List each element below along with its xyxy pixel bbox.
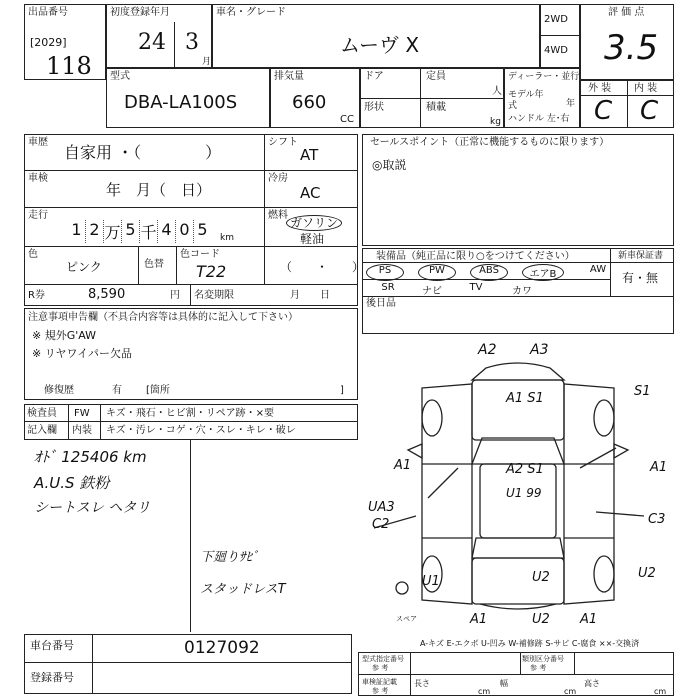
equipment-leather: カワ — [512, 286, 532, 297]
recycle-unit: 円 — [170, 290, 180, 301]
damage-mark: U2 — [532, 612, 550, 627]
handwritten-odometer: ｵﾄﾞ 125406 km — [34, 448, 147, 466]
width-label: 幅 — [500, 679, 508, 688]
load-label: 積載 — [426, 102, 446, 113]
warranty-label: 新車保証書 — [618, 251, 664, 261]
spare-label: スペア — [396, 615, 417, 623]
damage-mark: C2 — [372, 517, 390, 532]
handwritten-seat-wear: シートスレ ヘタリ — [34, 500, 151, 516]
equipment-aw: AW — [589, 264, 607, 275]
handwritten-underbody-rust: 下廻りｻﾋﾞ — [200, 550, 259, 565]
displacement-label: 排気量 — [274, 71, 304, 82]
inspector-label-1: 検査員 — [27, 408, 57, 419]
repair-close: ] — [340, 385, 344, 396]
chassis-label: 車台番号 — [30, 639, 74, 652]
type-spec-label: 型式指定番号 — [362, 655, 404, 663]
category-ref: 参 考 — [530, 664, 547, 672]
damage-mark: A2 — [478, 342, 497, 358]
name-change-value: 月 日 — [290, 290, 330, 301]
cc-unit: CC — [340, 114, 354, 125]
chassis-number: 0127092 — [184, 638, 260, 658]
sales-box — [362, 134, 674, 246]
equipment-tv: TV — [469, 282, 483, 293]
grade-value: 3.5 — [604, 28, 659, 68]
load-unit: kg — [490, 117, 501, 127]
size-label: 車検証記載 — [362, 678, 397, 686]
damage-mark: A1 — [650, 460, 668, 475]
capacity-unit: 人 — [492, 86, 502, 97]
color-change-label: 色替 — [144, 259, 164, 270]
dealer-label: ディーラー・並行 — [508, 72, 580, 82]
equipment-row-1 — [366, 264, 618, 281]
mileage-unit: km — [220, 233, 234, 243]
handwritten-iron-powder: A.U.S 鉄粉 — [34, 474, 110, 492]
post-items-label: 後日品 — [366, 298, 396, 309]
repair-label: 修復歴 — [44, 385, 74, 396]
color-code: T22 — [196, 262, 227, 281]
equipment-navi: ナビ — [422, 286, 442, 297]
handwritten-studless-tire: スタッドレスT — [200, 582, 286, 597]
equipment-ps: PS — [366, 264, 404, 281]
shift-value: AT — [300, 146, 319, 164]
damage-mark: A1 — [394, 458, 412, 473]
damage-mark: U2 — [638, 566, 656, 581]
sales-point-label: セールスポイント（正常に機能するものに限ります） — [370, 137, 610, 148]
type-spec-ref: 参 考 — [372, 664, 389, 672]
lot-label: 出品番号 — [28, 7, 68, 18]
aircon-label: 冷房 — [268, 173, 288, 184]
displacement-value: 660 — [292, 92, 327, 113]
warranty-value: 有・無 — [622, 271, 659, 285]
interior-grade: C — [640, 96, 659, 126]
damage-mark: A3 — [530, 342, 549, 358]
mileage-digit: 5 — [197, 220, 208, 239]
damage-mark: C3 — [648, 512, 666, 527]
damage-mark: A2 S1 — [506, 462, 544, 477]
category-label: 類別区分番号 — [522, 655, 564, 663]
name-change-label: 名変期限 — [194, 290, 234, 301]
reg-month: 3 — [185, 30, 199, 55]
mileage-digit: 4 — [158, 220, 176, 243]
month-suffix: 月 — [202, 57, 212, 67]
color-value: ピンク — [66, 260, 102, 274]
handle-label: ハンドル 左･右 — [508, 114, 570, 124]
fw-tag: FW — [74, 408, 90, 419]
width-unit: cm — [564, 687, 577, 696]
equipment-pw: PW — [418, 264, 456, 281]
mileage-digit: 1 — [68, 220, 86, 243]
damage-mark: U2 — [532, 570, 550, 585]
drive-2wd: 2WD — [544, 14, 568, 25]
inspection-value: 年 月（ 日） — [106, 181, 212, 199]
reg-year: 24 — [138, 30, 166, 55]
interior-text: キズ・汚レ・コゲ・穴・スレ・キレ・破レ — [106, 425, 296, 436]
length-unit: cm — [478, 687, 491, 696]
equipment-label: 装備品（純正品に限り○をつけてください） — [376, 251, 575, 262]
shift-label: シフト — [268, 137, 298, 148]
lot-number: 118 — [46, 52, 92, 80]
color-code-paren: （ ・ ） — [280, 260, 365, 274]
sales-point-item: ◎取説 — [372, 158, 407, 172]
shape-label: 形状 — [364, 102, 384, 113]
notes-line-2: ※ リヤワイパー欠品 — [32, 347, 132, 360]
notes-label: 注意事項申告欄（不具合内容等は具体的に記入して下さい） — [28, 312, 298, 323]
drive-4wd: 4WD — [544, 45, 568, 56]
damage-mark: A1 — [580, 612, 598, 627]
interior-tag: 内装 — [72, 425, 92, 436]
fuel-label: 燃料 — [268, 210, 288, 221]
mileage-digit: 万 — [104, 220, 122, 243]
fuel-value: ガソリン — [286, 215, 342, 231]
mileage-digit: 2 — [86, 220, 104, 243]
height-unit: cm — [654, 687, 667, 696]
damage-mark: UA3 — [368, 500, 395, 515]
history-label: 車歴 — [28, 137, 48, 148]
damage-mark: A1 S1 — [506, 391, 544, 406]
model-year-label: モデル年式 — [508, 90, 544, 111]
damage-mark: A1 — [470, 612, 488, 627]
model-code: DBA-LA100S — [124, 92, 238, 113]
mileage-digit: 5 — [122, 220, 140, 243]
damage-mark: S1 — [634, 384, 651, 399]
equipment-sr: SR — [381, 282, 395, 293]
mileage-label: 走行 — [28, 210, 48, 221]
grade-label: 評 価 点 — [608, 7, 645, 18]
inspection-label: 車検 — [28, 173, 48, 184]
interior-label: 内 装 — [634, 83, 658, 94]
repair-value: 有 — [112, 385, 122, 396]
equipment-row-2 — [366, 282, 546, 297]
model-grade-label: 車名・グレード — [216, 7, 286, 18]
color-label: 色 — [28, 249, 38, 260]
length-label: 長さ — [414, 679, 430, 688]
repair-place: [箇所 — [146, 385, 170, 396]
notes-line-1: ※ 規外G'AW — [32, 329, 97, 342]
lot-code: [2029] — [30, 36, 67, 49]
damage-legend: A-キズ E-エクボ U-凹み W-補修跡 S-サビ C-腐食 ××-交換済 — [420, 639, 640, 648]
recycle-label: R券 — [28, 290, 45, 301]
damage-mark: U1 99 — [506, 486, 542, 500]
exterior-label: 外 装 — [588, 83, 612, 94]
height-label: 高さ — [584, 679, 600, 688]
mileage-digit: 千 — [140, 220, 158, 243]
equipment-abs: ABS — [470, 264, 508, 281]
capacity-label: 定員 — [426, 71, 446, 82]
type-label: 型式 — [110, 71, 130, 82]
door-label: ドア — [364, 71, 384, 82]
first-reg-label: 初度登録年月 — [110, 7, 170, 18]
equipment-airbag: エアB — [522, 264, 564, 281]
fuel-alt: 軽油 — [300, 232, 325, 246]
fw-text: キズ・飛石・ヒビ割・リペア跡・×要 — [106, 408, 274, 419]
inspector-label-2: 記入欄 — [27, 425, 57, 436]
size-ref: 参 考 — [372, 687, 389, 695]
exterior-grade: C — [594, 96, 613, 126]
reg-number-label: 登録番号 — [30, 671, 74, 684]
aircon-value: AC — [300, 184, 321, 202]
mileage-digits — [68, 220, 211, 243]
color-code-label: 色コード — [180, 249, 220, 260]
damage-mark: U1 — [422, 574, 440, 589]
recycle-value: 8,590 — [88, 287, 126, 302]
model-year-unit: 年 — [566, 99, 576, 109]
history-value: 自家用 ・（ ） — [64, 143, 222, 162]
model-name: ムーヴ X — [340, 33, 420, 57]
mileage-digit: 0 — [176, 220, 194, 243]
